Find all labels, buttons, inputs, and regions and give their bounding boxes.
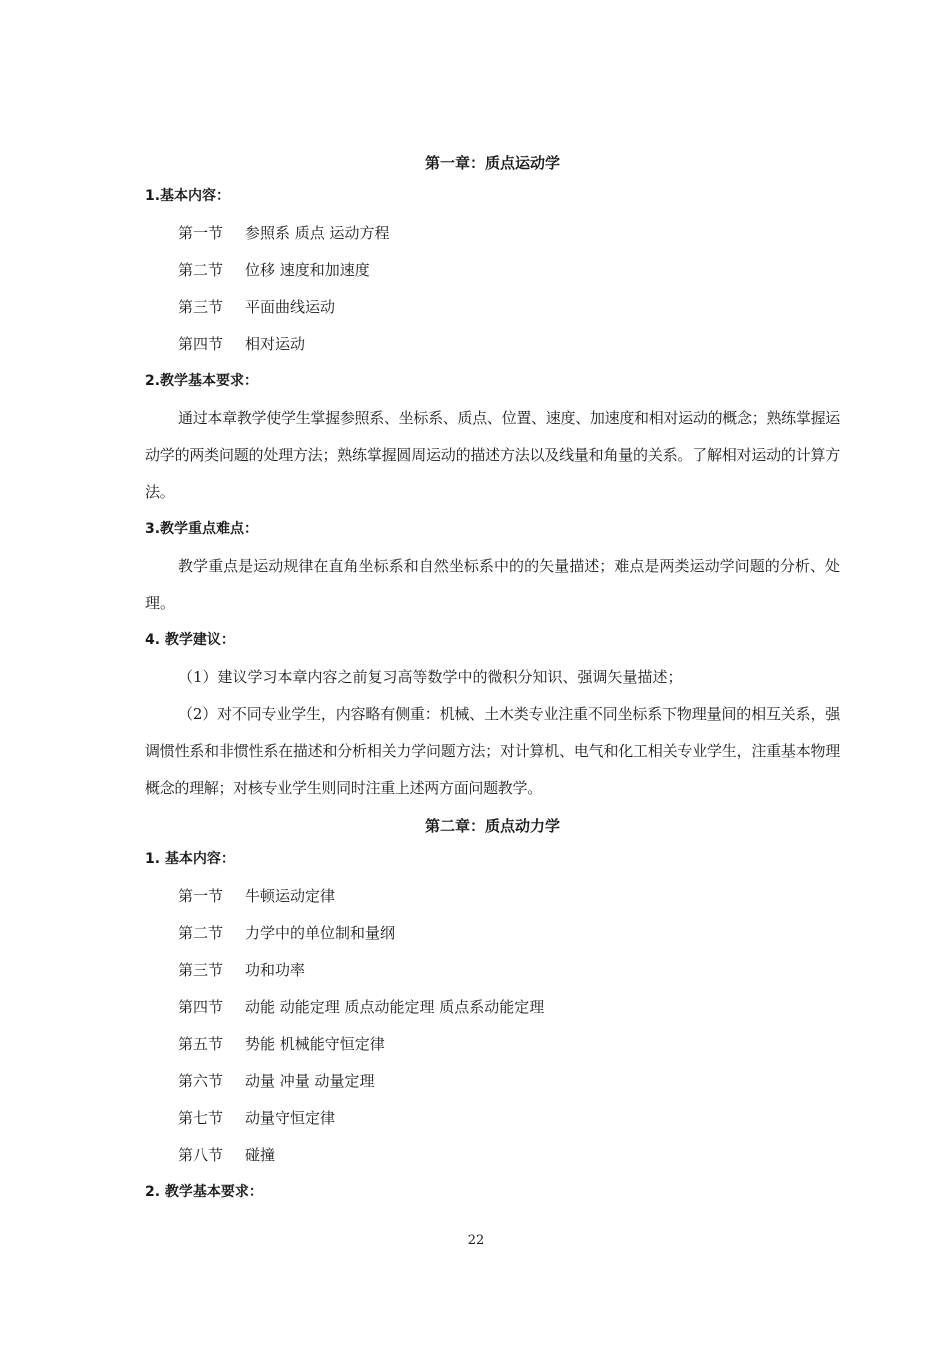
section-text: 动量 冲量 动量定理 (245, 1072, 375, 1090)
section-text: 碰撞 (245, 1146, 276, 1164)
ch2-section-item (145, 1137, 840, 1174)
section-text: 动能 动能定理 质点动能定理 质点系动能定理 (245, 998, 545, 1016)
ch1-requirements-text: 通过本章教学使学生掌握参照系、坐标系、质点、位置、速度、加速度和相对运动的概念；熟练掌握运动学的两类问题的处理方法；熟练掌握圆周运动的描述方法以及线量和角量的关系。了解相对运动的计算方法。 (145, 409, 840, 501)
section-number: 第四节 (178, 998, 224, 1016)
section-number: 第三节 (178, 961, 224, 979)
page-number: 22 (467, 1233, 485, 1248)
ch2-section-item (145, 952, 840, 989)
section-number: 第三节 (178, 298, 224, 316)
section-number: 第八节 (178, 1146, 224, 1164)
section-number: 第二节 (178, 924, 224, 942)
ch1-section-item (145, 252, 840, 289)
ch1-key-points-heading: 3.教学重点难点： (145, 521, 259, 537)
ch1-suggestion-2: （2）对不同专业学生，内容略有侧重：机械、土木类专业注重不同坐标系下物理量间的相互关系，强调惯性系和非惯性系在描述和分析相关力学问题方法；对计算机、电气和化工相关专业学生，注重基本物理概念的理解；对核专业学生则同时注重上述两方面问题教学。 (145, 705, 840, 797)
ch2-section-item (145, 1100, 840, 1137)
ch2-section-item (145, 1063, 840, 1100)
ch1-section-item (145, 289, 840, 326)
ch1-section-item (145, 326, 840, 363)
ch1-key-points-text: 教学重点是运动规律在直角坐标系和自然坐标系中的的矢量描述；难点是两类运动学问题的分析、处理。 (145, 557, 840, 612)
section-text: 位移 速度和加速度 (245, 261, 370, 279)
section-number: 第五节 (178, 1035, 224, 1053)
section-number: 第七节 (178, 1109, 224, 1127)
ch2-section-list (145, 878, 840, 1174)
document-page (145, 148, 840, 1211)
ch1-section-list (145, 215, 840, 363)
section-number: 第一节 (178, 887, 224, 905)
ch2-section-item (145, 1026, 840, 1063)
ch1-suggestion-1: （1）建议学习本章内容之前复习高等数学中的微积分知识、强调矢量描述； (178, 668, 683, 686)
section-number: 第一节 (178, 224, 224, 242)
section-text: 平面曲线运动 (245, 298, 336, 316)
ch1-suggestions-heading: 4. 教学建议： (145, 632, 235, 648)
ch1-section-item (145, 215, 840, 252)
ch2-basic-content-heading: 1. 基本内容： (145, 851, 235, 867)
section-number: 第六节 (178, 1072, 224, 1090)
section-text: 参照系 质点 运动方程 (245, 224, 390, 242)
section-text: 功和功率 (245, 961, 306, 979)
section-text: 动量守恒定律 (245, 1109, 336, 1127)
chapter-1-title: 第一章：质点运动学 (424, 154, 560, 172)
chapter-2-title: 第二章：质点动力学 (424, 817, 560, 835)
section-text: 牛顿运动定律 (245, 887, 336, 905)
section-text: 力学中的单位制和量纲 (245, 924, 396, 942)
ch2-section-item (145, 989, 840, 1026)
section-text: 势能 机械能守恒定律 (245, 1035, 385, 1053)
ch1-requirements-heading: 2.教学基本要求： (145, 373, 259, 389)
ch2-requirements-heading: 2. 教学基本要求： (145, 1184, 263, 1200)
section-text: 相对运动 (245, 335, 306, 353)
ch2-section-item (145, 915, 840, 952)
section-number: 第二节 (178, 261, 224, 279)
ch1-basic-content-heading: 1.基本内容： (145, 188, 231, 204)
section-number: 第四节 (178, 335, 224, 353)
ch2-section-item (145, 878, 840, 915)
